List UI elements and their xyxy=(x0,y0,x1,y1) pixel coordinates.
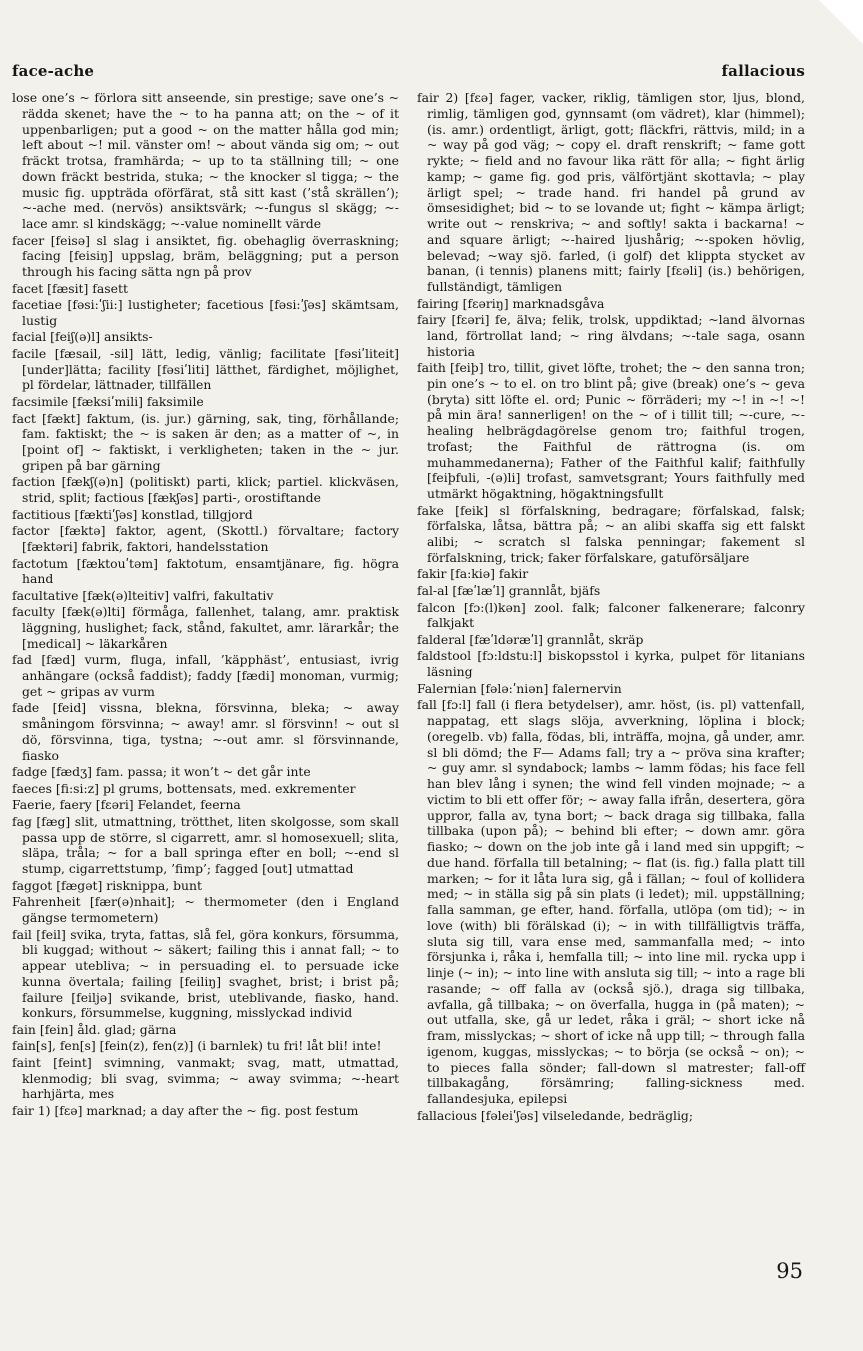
entry: fake [feik] sl förfalskning, bedragare; förfalskad, falsk; förfalska, låtsa, bättra på; ~ an alibi skaffa sig ett falskt alibi; ~ scratch sl falska penningar; fakement sl förfalskning, trick; faker förfalskare, gatuförsäljare xyxy=(417,502,805,565)
entry: fair 2) [fɛə] fager, vacker, riklig, tämligen stor, ljus, blond, rimlig, tämligen god, gynnsamt (om vädret), klar (himmel); (is. amr.) ordentligt, ärligt, gott; fläckfri, rättvis, mild; in a ~ way på god väg; ~ copy el. draft renskrift; ~ fame gott rykte; ~ field and no favour lika rätt för alla; ~ fight ärlig kamp; ~ game fig. god pris, välförtjänt skottavla; ~ play ärligt spel; ~ trade hand. fri handel på grund av ömsesidighet; bid ~ to se lovande ut; fight ~ kämpa ärligt; write out ~ renskriva; ~ and softly! sakta i backarna! ~ and square ärligt; ~-haired ljushårig; ~-spoken hövlig, belevad; ~way sjö. farled, (i golf) det klippta stycket av banan, (i tennis) planens mitt; fairly [fɛəli] (is.) behörigen, fullständigt, tämligen xyxy=(417,90,805,294)
entry: Fahrenheit [fær(ə)nhait]; ~ thermometer (den i England gängse termometern) xyxy=(12,894,399,925)
entry: fain[s], fen[s] [fein(z), fen(z)] (i barnlek) tu fri! låt bli! inte! xyxy=(12,1038,382,1054)
entry: facet [fæsit] fasett xyxy=(12,280,128,296)
entry: facial [feiʃ(ə)l] ansikts- xyxy=(12,329,153,345)
entry: fain [fein] åld. glad; gärna xyxy=(12,1021,177,1037)
entry: faction [fækʃ(ə)n] (politiskt) parti, klick; partiel. klickväsen, strid, split; factious [fækʃəs] parti-, orostiftande xyxy=(12,474,399,506)
right-column xyxy=(417,90,805,1124)
entry: Falernian [fələ:ʹniən] falernervin xyxy=(417,680,622,696)
entry: fail [feil] svika, tryta, fattas, slå fel, göra konkurs, försumma, bli kuggad; without ~ säkert; failing this i annat fall; ~ to appear utebliva; ~ in persuading el. to persuade icke kunna övertala; failing [feiliŋ] svaghet, brist; i brist på; failure [feiljə] svikande, brist, uteblivande, fiasko, hand. konkurs, försummelse, kuggning, misslyckad individ xyxy=(12,926,399,1021)
page-number: 95 xyxy=(776,1259,803,1283)
entry: faeces [fi:si:z] pl grums, bottensats, med. exkrementer xyxy=(12,780,356,796)
entry: fact [fækt] faktum, (is. jur.) gärning, sak, ting, förhållande; fam. faktiskt; the ~ is saken är den; as a matter of ~, in [point of] ~ faktiskt, i verkligheten; taken in the ~ jur. gripen på bar gärning xyxy=(12,410,399,473)
entry: facile [fæsail, -sil] lätt, ledig, vänlig; facilitate [fəsiʹliteit] [under]lätta; facility [fəsiʹliti] lätthet, färdighet, möjlighet, pl fördelar, lättnader, tillfällen xyxy=(12,345,399,393)
entry: lose one’s ~ förlora sitt anseende, sin prestige; save one’s ~ rädda skenet; have the ~ to ha panna att; on the ~ of it uppenbarligen; put a good ~ on the matter hålla god min; left about ~! mil. vänster om! ~ about vända sig om; ~ out fräckt trotsa, framhärda; ~ up to ta ställning till; ~ one down fräckt bestrida, stuka; ~ the knocker sl tigga; ~ the music fig. uppträda oförfärat, stå sitt kast (’stå skrällen’); ~-ache med. (nervös) ansiktsvärk; ~-fungus sl skägg; ~-lace amr. sl kindskägg; ~-value nominellt värde xyxy=(12,90,399,231)
entry: fadge [fædʒ] fam. passa; it won’t ~ det går inte xyxy=(12,764,311,780)
entry: falcon [fɔ:(l)kən] zool. falk; falconer falkenerare; falconry falkjakt xyxy=(417,599,805,631)
entry: faint [feint] svimning, vanmakt; svag, matt, utmattad, klenmodig; bli svag, svimma; ~ away svimma; ~-heart harhjärta, mes xyxy=(12,1054,399,1102)
entry: factor [fæktə] faktor, agent, (Skottl.) förvaltare; factory [fæktəri] fabrik, faktori, handelsstation xyxy=(12,523,399,554)
entry: faith [feiþ] tro, tillit, givet löfte, trohet; the ~ den sanna tron; pin one’s ~ to el. on tro blint på; give (break) one’s ~ geva (bryta) sitt löfte el. ord; Punic ~ förräderi; my ~! in ~! ~! på min ära! sannerligen! on the ~ of i tillit till; ~-cure, ~-healing helbrägdagörelse genom tro; faithful trogen, trofast; the Faithful de rättrogna (is. om muhammedanerna); Father of the Faithful kalif; faithfully [feiþfuli, -(ə)li] trofast, samvetsgrant; Yours faithfully med utmärkt högaktning, högaktningsfullt xyxy=(417,360,805,502)
entry: falderal [fæʹldəræʹl] grannlåt, skräp xyxy=(417,631,644,647)
entry: facsimile [fæksiʹmili] faksimile xyxy=(12,394,204,410)
entry: fair 1) [fɛə] marknad; a day after the ~ fig. post festum xyxy=(12,1102,359,1118)
entry: faggot [fægət] risknippa, bunt xyxy=(12,877,202,893)
entry: fairy [fɛəri] fe, älva; felik, trolsk, uppdiktad; ~land älvornas land, förtrollat land; ~ ring älvdans; ~-tale saga, osann historia xyxy=(417,312,805,359)
entry: facer [feisə] sl slag i ansiktet, fig. obehaglig överraskning; facing [feisiŋ] uppslag, bräm, beläggning; put a person through his facing sätta ngn på prov xyxy=(12,232,399,280)
left-column xyxy=(12,90,399,1120)
entry: Faerie, faery [fɛəri] Felandet, feerna xyxy=(12,797,241,813)
entry: faldstool [fɔ:ldstu:l] biskopsstol i kyrka, pulpet för litanians läsning xyxy=(417,648,805,680)
entry: fade [feid] vissna, blekna, försvinna, bleka; ~ away småningom försvinna; ~ away! amr. sl försvinn! ~ out sl dö, försvinna, tiga, tystna; ~-out amr. sl försvinnande, fiasko xyxy=(12,700,399,763)
entry: facetiae [fəsi:ʹʃii:] lustigheter; facetious [fəsi:ʹʃəs] skämtsam, lustig xyxy=(12,297,399,328)
entry: factitious [fæktiʹʃəs] konstlad, tillgjord xyxy=(12,506,253,522)
entry: fakir [fa:kiə] fakir xyxy=(417,566,529,582)
entry: fal-al [fæʹlæʹl] grannlåt, bjäfs xyxy=(417,583,601,599)
entry: factotum [fæktouʹtəm] faktotum, ensamtjänare, fig. högra hand xyxy=(12,555,399,587)
guide-word-left: face-ache xyxy=(12,62,95,80)
entry: facultative [fæk(ə)lteitiv] valfri, fakultativ xyxy=(12,587,274,603)
entry: fairing [fɛəriŋ] marknadsgåva xyxy=(417,295,605,311)
guide-word-right: fallacious xyxy=(721,62,805,80)
entry: fag [fæg] slit, utmattning, trötthet, liten skolgosse, som skall passa upp de större, sl cigarrett, amr. sl homosexuell; slita, släpa, tråla; ~ for a ball springa efter en boll; ~-end sl stump, cigarrettstump, ’fimp’; fagged [out] utmattad xyxy=(12,813,399,877)
entry: fad [fæd] vurm, fluga, infall, ’käpphäst’, entusiast, ivrig anhängare (också faddist); faddy [fædi] monoman, vurmig; get ~ gripas av vurm xyxy=(12,652,399,699)
page-corner-curl xyxy=(819,0,863,44)
entry: fall [fɔ:l] fall (i flera betydelser), amr. höst, (is. pl) vattenfall, nappatag, ett slags slöja, avverkning, löplina i block; (oregelb. vb) falla, födas, bli, inträffa, mojna, gå under, amr. sl bli dömd; the F— Adams fall; try a ~ pröva sina krafter; ~ guy amr. sl syndabock; lambs ~ lamm födas; his face fell han blev lång i synen; the wind fell vinden mojnade; ~ a victim to bli ett offer för; ~ away falla ifrån, desertera, göra uppror, falla av, tyna bort; ~ back draga sig tillbaka, falla tillbaka (upon på); ~ behind bli efter; ~ down amr. göra fiasko; ~ down on the job inte gå i land med sin uppgift; ~ due hand. förfalla till betalning; ~ flat (is. fig.) falla platt till marken; ~ for it låta lura sig, gå i fällan; ~ foul of kollidera med; ~ in ställa sig på sin plats (i ledet); mil. uppställning; falla samman, ge efter, hand. förfalla, utlöpa (om tid); ~ in love (with) bli förälskad (i); ~ in with tillfälligtvis träffa, sluta sig till, vara ense med, sammanfalla med; ~ into försjunka i, råka i, hemfalla till; ~ into line mil. rycka upp i linje (~ in); ~ into line with ansluta sig till; ~ into a rage bli rasande; ~ off falla av (också sjö.), draga sig tillbaka, avfalla, gå tillbaka; ~ on överfalla, hugga in (på maten); ~ out utfalla, ske, gå ur ledet, råka i gräl; ~ short icke nå fram, misslyckas; ~ short of icke nå upp till; ~ through falla igenom, kuggas, misslyckas; ~ to börja (se också ~ on); ~ to pieces falla sönder; fall-down sl matrester; fall-off tillbakagång, försämring; falling-sickness med. fallandesjuka, epilepsi xyxy=(417,697,805,1107)
entry: faculty [fæk(ə)lti] förmåga, fallenhet, talang, amr. praktisk läggning, huslighet; fack, stånd, fakultet, amr. lärarkår; the [medical] ~ läkarkåren xyxy=(12,604,399,651)
entry: fallacious [fəleiʹʃəs] vilseledande, bedräglig; xyxy=(417,1107,694,1123)
